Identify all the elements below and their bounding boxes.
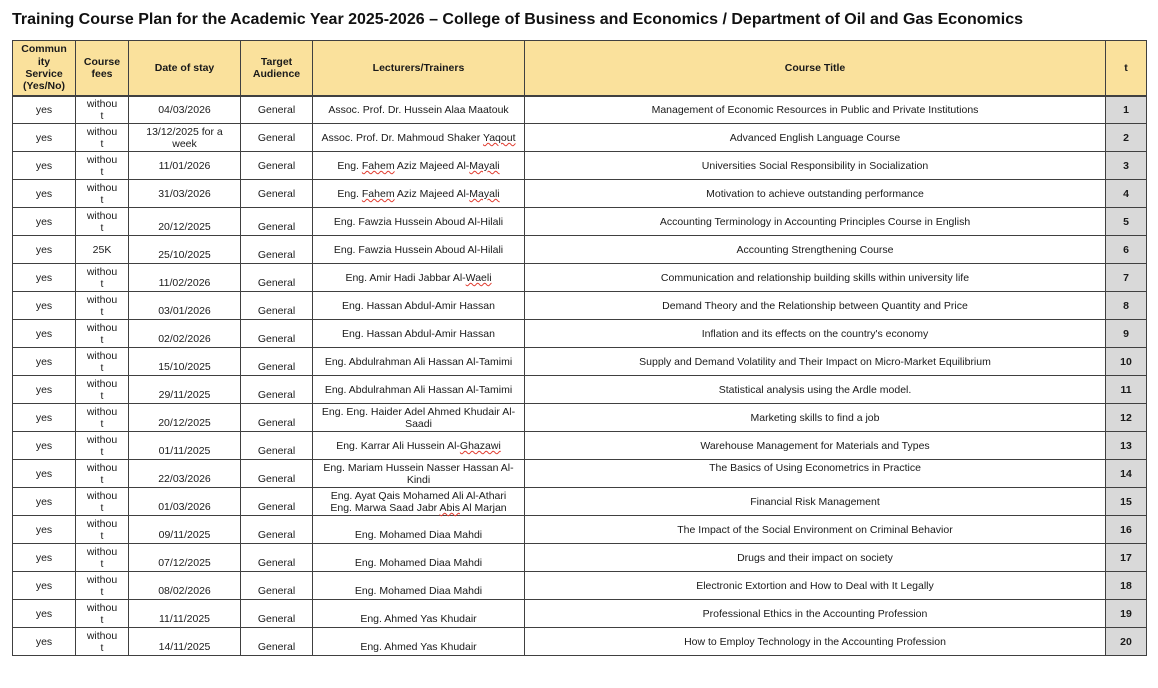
cell-lecturers — [313, 404, 525, 432]
cell-row-number: 17 — [1106, 544, 1147, 572]
cell-lecturers — [313, 292, 525, 320]
misspelled-word: Ghazawi — [459, 439, 501, 452]
table-row — [13, 544, 1147, 572]
lecturer-text: Eng. Ayat Qais Mohamed Ali Al-Athari — [330, 489, 507, 502]
cell-community-service: yes — [13, 292, 76, 320]
cell-course-fees: without — [76, 404, 129, 432]
cell-row-number: 11 — [1106, 376, 1147, 404]
column-header-course-fees: Course fees — [76, 41, 129, 96]
cell-lecturers — [313, 264, 525, 292]
cell-course-fees: without — [76, 628, 129, 656]
course-plan-table — [12, 40, 1147, 656]
cell-target-audience: General — [241, 600, 313, 628]
lecturer-line — [316, 641, 521, 653]
table-row — [13, 320, 1147, 348]
lecturer-text: Eng. Amir Hadi Jabbar Al- — [345, 271, 466, 284]
cell-row-number: 4 — [1106, 180, 1147, 208]
cell-course-title: Management of Economic Resources in Public and Private Institutions — [525, 96, 1106, 124]
cell-lecturers — [313, 488, 525, 516]
lecturer-line — [316, 406, 521, 431]
cell-row-number: 5 — [1106, 208, 1147, 236]
cell-date-of-stay: 31/03/2026 — [129, 180, 241, 208]
lecturer-text: Eng. Fawzia Hussein Aboud Al-Hilali — [333, 215, 504, 228]
cell-course-title: Drugs and their impact on society — [525, 544, 1106, 572]
cell-date-of-stay: 03/01/2026 — [129, 292, 241, 320]
cell-row-number: 9 — [1106, 320, 1147, 348]
cell-target-audience: General — [241, 572, 313, 600]
cell-course-fees: without — [76, 432, 129, 460]
table-row — [13, 628, 1147, 656]
cell-course-fees: without — [76, 292, 129, 320]
table-header — [13, 41, 1147, 96]
lecturer-line — [316, 132, 521, 144]
cell-lecturers — [313, 348, 525, 376]
cell-target-audience: General — [241, 152, 313, 180]
table-row — [13, 600, 1147, 628]
column-header-course-title: Course Title — [525, 41, 1106, 96]
cell-course-fees: without — [76, 376, 129, 404]
cell-row-number: 16 — [1106, 516, 1147, 544]
cell-course-title: Professional Ethics in the Accounting Profession — [525, 600, 1106, 628]
cell-target-audience: General — [241, 208, 313, 236]
misspelled-word: Mayali — [469, 187, 500, 200]
cell-row-number: 10 — [1106, 348, 1147, 376]
lecturer-line — [316, 613, 521, 625]
lecturer-text: Al Marjan — [459, 501, 507, 514]
lecturer-text: Aziz Majeed Al- — [394, 159, 470, 172]
cell-target-audience: General — [241, 96, 313, 124]
lecturer-line — [316, 440, 521, 452]
cell-course-title: Warehouse Management for Materials and Types — [525, 432, 1106, 460]
cell-target-audience: General — [241, 628, 313, 656]
cell-date-of-stay: 14/11/2025 — [129, 628, 241, 656]
cell-community-service: yes — [13, 488, 76, 516]
lecturer-text: Eng. — [337, 159, 362, 172]
lecturer-line — [316, 585, 521, 597]
cell-date-of-stay: 13/12/2025 for a week — [129, 124, 241, 152]
cell-date-of-stay: 09/11/2025 — [129, 516, 241, 544]
cell-community-service: yes — [13, 152, 76, 180]
cell-date-of-stay: 04/03/2026 — [129, 96, 241, 124]
cell-course-title: Inflation and its effects on the country's economy — [525, 320, 1106, 348]
table-row — [13, 516, 1147, 544]
lecturer-line — [316, 272, 521, 284]
lecturer-text: Eng. Abdulrahman Ali Hassan Al-Tamimi — [324, 355, 513, 368]
table-row — [13, 236, 1147, 264]
lecturer-text: Assoc. Prof. Dr. Hussein Alaa Maatouk — [328, 103, 509, 116]
cell-lecturers — [313, 572, 525, 600]
cell-lecturers — [313, 320, 525, 348]
cell-date-of-stay: 20/12/2025 — [129, 404, 241, 432]
misspelled-word: Fahem — [361, 159, 395, 172]
cell-community-service: yes — [13, 264, 76, 292]
cell-course-fees: 25K — [76, 236, 129, 264]
cell-row-number: 8 — [1106, 292, 1147, 320]
cell-course-title: Advanced English Language Course — [525, 124, 1106, 152]
cell-course-title: Demand Theory and the Relationship between Quantity and Price — [525, 292, 1106, 320]
cell-community-service: yes — [13, 320, 76, 348]
cell-date-of-stay: 11/01/2026 — [129, 152, 241, 180]
cell-row-number: 1 — [1106, 96, 1147, 124]
cell-course-title: Motivation to achieve outstanding performance — [525, 180, 1106, 208]
cell-course-title: Accounting Strengthening Course — [525, 236, 1106, 264]
cell-community-service: yes — [13, 628, 76, 656]
cell-community-service: yes — [13, 180, 76, 208]
lecturer-text: Eng. Eng. Haider Adel Ahmed Khudair Al-Saadi — [321, 405, 516, 430]
cell-target-audience: General — [241, 516, 313, 544]
cell-course-title: Statistical analysis using the Ardle model. — [525, 376, 1106, 404]
cell-target-audience: General — [241, 460, 313, 488]
column-header-lecturers: Lecturers/Trainers — [313, 41, 525, 96]
cell-course-fees: without — [76, 180, 129, 208]
cell-row-number: 3 — [1106, 152, 1147, 180]
cell-target-audience: General — [241, 488, 313, 516]
cell-course-fees: without — [76, 460, 129, 488]
cell-course-fees: without — [76, 488, 129, 516]
cell-community-service: yes — [13, 572, 76, 600]
cell-row-number: 6 — [1106, 236, 1147, 264]
cell-target-audience: General — [241, 236, 313, 264]
column-header-community-service: Community Service (Yes/No) — [13, 41, 76, 96]
misspelled-word: Waeli — [465, 271, 492, 284]
cell-course-title: How to Employ Technology in the Accounting Profession — [525, 628, 1106, 656]
cell-target-audience: General — [241, 404, 313, 432]
cell-course-fees: without — [76, 96, 129, 124]
cell-row-number: 13 — [1106, 432, 1147, 460]
cell-target-audience: General — [241, 348, 313, 376]
lecturer-text: Eng. Abdulrahman Ali Hassan Al-Tamimi — [324, 383, 513, 396]
cell-lecturers — [313, 460, 525, 488]
cell-target-audience: General — [241, 432, 313, 460]
table-row — [13, 292, 1147, 320]
cell-community-service: yes — [13, 124, 76, 152]
page-title: Training Course Plan for the Academic Year 2025-2026 – College of Business and Economics / Department of Oil and Gas Economics — [12, 11, 1023, 28]
cell-course-title: Accounting Terminology in Accounting Principles Course in English — [525, 208, 1106, 236]
lecturer-text: Eng. Mariam Hussein Nasser Hassan Al-Kindi — [323, 461, 514, 486]
cell-date-of-stay: 08/02/2026 — [129, 572, 241, 600]
lecturer-line — [316, 490, 521, 502]
cell-row-number: 12 — [1106, 404, 1147, 432]
cell-target-audience: General — [241, 180, 313, 208]
cell-community-service: yes — [13, 96, 76, 124]
cell-course-title: The Impact of the Social Environment on Criminal Behavior — [525, 516, 1106, 544]
cell-course-fees: without — [76, 348, 129, 376]
table-row — [13, 180, 1147, 208]
table-row — [13, 348, 1147, 376]
lecturer-line — [316, 244, 521, 256]
lecturer-text: Eng. Mohamed Diaa Mahdi — [354, 585, 483, 598]
lecturer-line — [316, 384, 521, 396]
lecturer-line — [316, 557, 521, 569]
cell-course-fees: without — [76, 208, 129, 236]
cell-row-number: 15 — [1106, 488, 1147, 516]
misspelled-word: Mayali — [469, 159, 500, 172]
table-row — [13, 376, 1147, 404]
cell-course-fees: without — [76, 152, 129, 180]
lecturer-line — [316, 529, 521, 541]
cell-lecturers — [313, 236, 525, 264]
cell-date-of-stay: 20/12/2025 — [129, 208, 241, 236]
cell-date-of-stay: 02/02/2026 — [129, 320, 241, 348]
lecturer-line — [316, 160, 521, 172]
cell-community-service: yes — [13, 348, 76, 376]
table-row — [13, 432, 1147, 460]
cell-lecturers — [313, 208, 525, 236]
cell-target-audience: General — [241, 264, 313, 292]
lecturer-text: Eng. Ahmed Yas Khudair — [360, 613, 477, 626]
cell-date-of-stay: 07/12/2025 — [129, 544, 241, 572]
cell-course-fees: without — [76, 572, 129, 600]
misspelled-word: Abis — [439, 501, 460, 514]
cell-course-title: Electronic Extortion and How to Deal with It Legally — [525, 572, 1106, 600]
cell-course-fees: without — [76, 600, 129, 628]
lecturer-line — [316, 216, 521, 228]
cell-row-number: 2 — [1106, 124, 1147, 152]
cell-date-of-stay: 01/03/2026 — [129, 488, 241, 516]
lecturer-text: Assoc. Prof. Dr. Mahmoud Shaker — [321, 131, 483, 144]
cell-community-service: yes — [13, 208, 76, 236]
table-row — [13, 264, 1147, 292]
column-header-target-audience: Target Audience — [241, 41, 313, 96]
cell-date-of-stay: 29/11/2025 — [129, 376, 241, 404]
lecturer-line — [316, 104, 521, 116]
cell-row-number: 7 — [1106, 264, 1147, 292]
cell-lecturers — [313, 180, 525, 208]
table-row — [13, 96, 1147, 124]
table-row — [13, 488, 1147, 516]
cell-date-of-stay: 01/11/2025 — [129, 432, 241, 460]
cell-lecturers — [313, 600, 525, 628]
cell-date-of-stay: 25/10/2025 — [129, 236, 241, 264]
cell-course-fees: without — [76, 124, 129, 152]
lecturer-text: Eng. Ahmed Yas Khudair — [360, 641, 477, 654]
cell-course-fees: without — [76, 516, 129, 544]
cell-community-service: yes — [13, 544, 76, 572]
table-row — [13, 460, 1147, 488]
cell-row-number: 14 — [1106, 460, 1147, 488]
cell-row-number: 18 — [1106, 572, 1147, 600]
cell-date-of-stay: 15/10/2025 — [129, 348, 241, 376]
cell-target-audience: General — [241, 124, 313, 152]
cell-course-title: Supply and Demand Volatility and Their Impact on Micro-Market Equilibrium — [525, 348, 1106, 376]
cell-course-title: The Basics of Using Econometrics in Practice — [525, 460, 1106, 488]
cell-community-service: yes — [13, 236, 76, 264]
lecturer-text: Eng. Hassan Abdul-Amir Hassan — [342, 299, 495, 312]
table-row — [13, 208, 1147, 236]
cell-target-audience: General — [241, 320, 313, 348]
cell-row-number: 20 — [1106, 628, 1147, 656]
lecturer-text: Eng. Mohamed Diaa Mahdi — [354, 529, 483, 542]
cell-community-service: yes — [13, 404, 76, 432]
lecturer-text: Eng. — [337, 187, 362, 200]
cell-target-audience: General — [241, 292, 313, 320]
cell-target-audience: General — [241, 544, 313, 572]
cell-lecturers — [313, 516, 525, 544]
lecturer-text: Eng. Marwa Saad Jabr — [330, 501, 440, 514]
cell-community-service: yes — [13, 600, 76, 628]
cell-date-of-stay: 11/02/2026 — [129, 264, 241, 292]
lecturer-text: Aziz Majeed Al- — [394, 187, 470, 200]
header-row — [13, 41, 1147, 96]
cell-date-of-stay: 22/03/2026 — [129, 460, 241, 488]
cell-course-title: Communication and relationship building skills within university life — [525, 264, 1106, 292]
lecturer-line — [316, 328, 521, 340]
cell-date-of-stay: 11/11/2025 — [129, 600, 241, 628]
cell-row-number: 19 — [1106, 600, 1147, 628]
lecturer-line — [316, 502, 521, 514]
cell-lecturers — [313, 544, 525, 572]
cell-course-fees: without — [76, 320, 129, 348]
cell-course-fees: without — [76, 264, 129, 292]
cell-community-service: yes — [13, 432, 76, 460]
table-row — [13, 572, 1147, 600]
lecturer-text: Eng. Hassan Abdul-Amir Hassan — [342, 327, 495, 340]
cell-lecturers — [313, 124, 525, 152]
table-row — [13, 124, 1147, 152]
cell-target-audience: General — [241, 376, 313, 404]
lecturer-line — [316, 188, 521, 200]
lecturer-line — [316, 356, 521, 368]
cell-course-title: Financial Risk Management — [525, 488, 1106, 516]
table-row — [13, 152, 1147, 180]
cell-lecturers — [313, 628, 525, 656]
cell-course-title: Marketing skills to find a job — [525, 404, 1106, 432]
lecturer-text: Eng. Mohamed Diaa Mahdi — [354, 557, 483, 570]
lecturer-text: Eng. Fawzia Hussein Aboud Al-Hilali — [333, 243, 504, 256]
cell-community-service: yes — [13, 376, 76, 404]
lecturer-line — [316, 300, 521, 312]
misspelled-word: Yaqout — [482, 131, 516, 144]
lecturer-text: Eng. Karrar Ali Hussein Al- — [336, 439, 460, 452]
column-header-date-of-stay: Date of stay — [129, 41, 241, 96]
cell-community-service: yes — [13, 460, 76, 488]
misspelled-word: Fahem — [361, 187, 395, 200]
cell-course-fees: without — [76, 544, 129, 572]
cell-course-title: Universities Social Responsibility in Socialization — [525, 152, 1106, 180]
cell-lecturers — [313, 96, 525, 124]
lecturer-line — [316, 462, 521, 487]
course-plan-table-body — [13, 96, 1147, 656]
cell-lecturers — [313, 152, 525, 180]
table-row — [13, 404, 1147, 432]
cell-lecturers — [313, 432, 525, 460]
column-header-row-number: t — [1106, 41, 1147, 96]
cell-community-service: yes — [13, 516, 76, 544]
cell-lecturers — [313, 376, 525, 404]
